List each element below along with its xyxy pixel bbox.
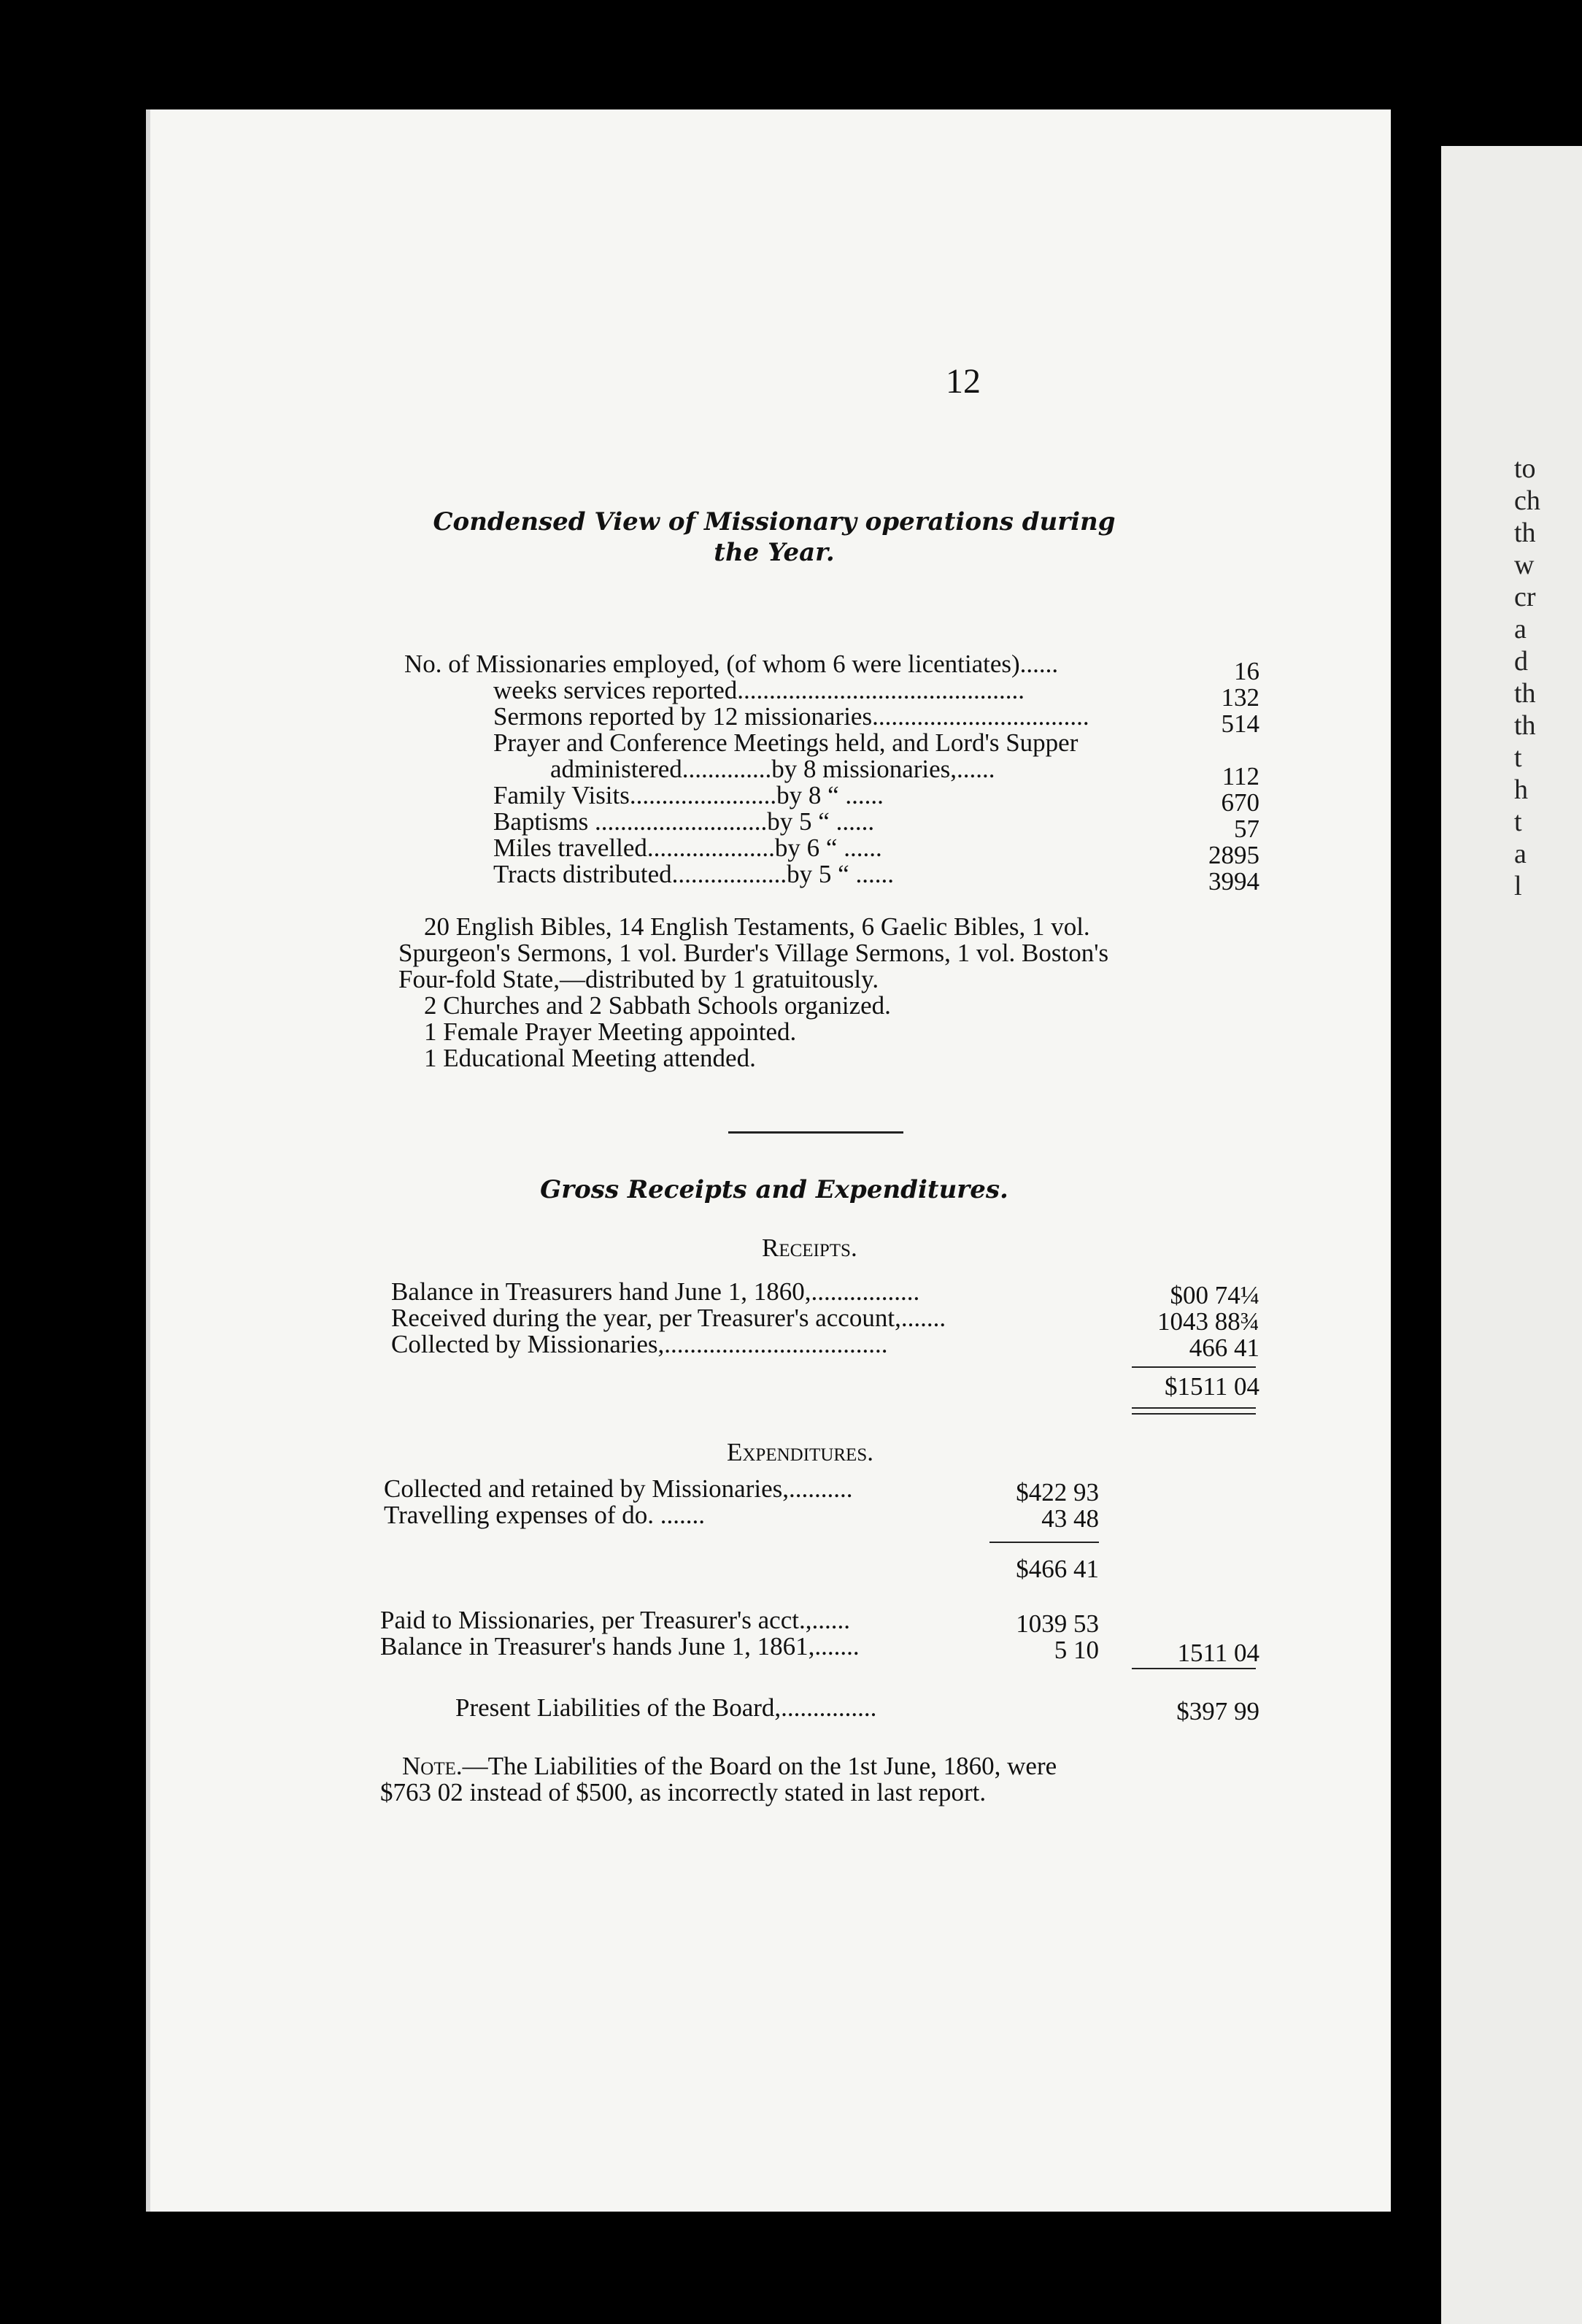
receipts-value: $00 74¼ xyxy=(1170,1281,1259,1309)
adjacent-page xyxy=(1441,146,1582,2324)
expenditures-title: Expenditures. xyxy=(727,1438,873,1466)
liabilities-rule xyxy=(1132,1668,1256,1669)
operations-heading-line-2: the Year. xyxy=(714,538,835,567)
adjacent-fragment: ch xyxy=(1514,485,1540,516)
receipts-heading: Gross Receipts and Expenditures. xyxy=(540,1175,1008,1204)
operations-row: weeks services reported............................................. xyxy=(493,676,1025,704)
operations-value: 132 xyxy=(1221,683,1259,712)
expenditures-value: $422 93 xyxy=(1016,1478,1099,1507)
receipts-row: Received during the year, per Treasurer's account,....... xyxy=(391,1304,946,1332)
adjacent-fragment: t xyxy=(1514,742,1522,773)
book-page xyxy=(146,109,1391,2212)
section-divider xyxy=(728,1131,903,1134)
operations-row: administered..............by 8 missionaries,...... xyxy=(550,755,995,783)
adjacent-fragment: w xyxy=(1514,550,1535,580)
operations-row: Family Visits.......................by 8 “ ...... xyxy=(493,781,884,809)
operations-value: 3994 xyxy=(1208,867,1259,896)
receipts-double-rule-1 xyxy=(1132,1407,1256,1409)
adjacent-fragment: a xyxy=(1514,614,1527,645)
operations-row: Prayer and Conference Meetings held, and Lord's Supper xyxy=(493,728,1079,757)
operations-row: Tracts distributed..................by 5 “ ...... xyxy=(493,860,894,888)
adjacent-fragment: th xyxy=(1514,710,1536,741)
payments-row: Balance in Treasurer's hands June 1, 1861,....... xyxy=(380,1632,860,1661)
operations-value: 670 xyxy=(1221,788,1259,817)
page-number: 12 xyxy=(946,362,981,401)
receipts-row: Collected by Missionaries,................................... xyxy=(391,1330,888,1358)
distribution-line: Four-fold State,—distributed by 1 gratuitously. xyxy=(398,965,879,993)
receipts-double-rule-2 xyxy=(1132,1413,1256,1415)
receipts-title: Receipts. xyxy=(762,1234,857,1262)
receipts-total: $1511 04 xyxy=(1165,1372,1259,1401)
adjacent-fragment: h xyxy=(1514,774,1528,805)
adjacent-fragment: th xyxy=(1514,678,1536,709)
expenditures-subtotal: $466 41 xyxy=(1016,1555,1099,1583)
receipts-row: Balance in Treasurers hand June 1, 1860,................. xyxy=(391,1277,920,1306)
operations-row: Sermons reported by 12 missionaries.................................. xyxy=(493,702,1089,731)
distribution-line: Spurgeon's Sermons, 1 vol. Burder's Village Sermons, 1 vol. Boston's xyxy=(398,939,1109,967)
adjacent-fragment: t xyxy=(1514,807,1522,837)
operations-row: Miles travelled....................by 6 “ ...... xyxy=(493,834,882,862)
adjacent-fragment: to xyxy=(1514,453,1536,484)
operations-row: No. of Missionaries employed, (of whom 6 were licentiates)...... xyxy=(404,650,1059,678)
note-label: Note. xyxy=(402,1752,463,1780)
operations-value: 2895 xyxy=(1208,841,1259,869)
liabilities-label: Present Liabilities of the Board,............... xyxy=(455,1693,877,1722)
operations-row: Baptisms ...........................by 5 “ ...... xyxy=(493,807,875,836)
distribution-line: 2 Churches and 2 Sabbath Schools organized. xyxy=(424,991,891,1020)
operations-heading-line-1: Condensed View of Missionary operations during xyxy=(433,507,1116,536)
adjacent-fragment: l xyxy=(1514,871,1522,901)
payments-value: 1039 53 xyxy=(1016,1609,1099,1638)
expenditures-rule xyxy=(989,1542,1099,1543)
note-line-1 xyxy=(402,1752,1057,1781)
operations-value: 112 xyxy=(1222,762,1259,790)
adjacent-fragment: th xyxy=(1514,517,1536,548)
payments-total: 1511 04 xyxy=(1177,1639,1259,1667)
adjacent-fragment: d xyxy=(1514,646,1528,677)
expenditures-row: Travelling expenses of do. ....... xyxy=(384,1501,706,1529)
payments-value: 5 10 xyxy=(1054,1636,1099,1664)
distribution-line: 1 Female Prayer Meeting appointed. xyxy=(424,1017,797,1046)
receipts-value: 1043 88¾ xyxy=(1157,1307,1259,1336)
adjacent-fragment: a xyxy=(1514,839,1527,869)
note-text: —The Liabilities of the Board on the 1st June, 1860, were xyxy=(462,1752,1057,1780)
distribution-line: 1 Educational Meeting attended. xyxy=(424,1044,756,1072)
adjacent-fragment: cr xyxy=(1514,582,1536,612)
receipts-value: 466 41 xyxy=(1189,1334,1259,1362)
expenditures-row: Collected and retained by Missionaries,.......... xyxy=(384,1474,853,1503)
distribution-line: 20 English Bibles, 14 English Testaments, 6 Gaelic Bibles, 1 vol. xyxy=(424,912,1090,941)
receipts-rule xyxy=(1132,1366,1256,1368)
expenditures-value: 43 48 xyxy=(1041,1504,1099,1533)
operations-value: 16 xyxy=(1234,657,1259,685)
payments-row: Paid to Missionaries, per Treasurer's acct.,...... xyxy=(380,1606,850,1634)
liabilities-value: $397 99 xyxy=(1176,1697,1259,1725)
operations-value: 514 xyxy=(1221,709,1259,738)
note-line-2: $763 02 instead of $500, as incorrectly stated in last report. xyxy=(380,1778,987,1807)
operations-value: 57 xyxy=(1234,815,1259,843)
